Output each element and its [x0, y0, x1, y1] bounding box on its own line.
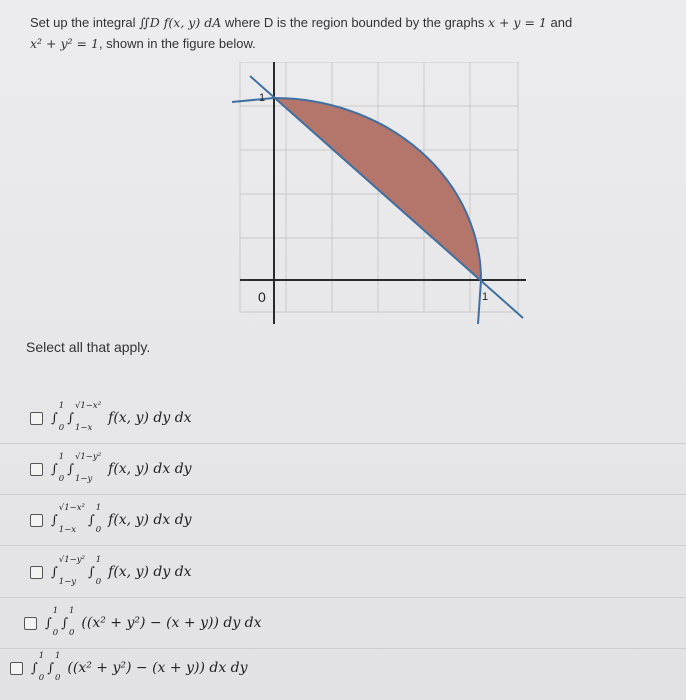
integrand: f(x, y) dx dy: [108, 512, 192, 528]
option-divider: [0, 545, 686, 546]
answer-checkbox[interactable]: [30, 463, 43, 476]
outer-upper-limit: 1: [52, 606, 59, 616]
label-one-y: 1: [259, 92, 266, 104]
answer-checkbox[interactable]: [24, 617, 37, 630]
outer-upper-limit: 1: [38, 651, 45, 661]
answer-option-3[interactable]: [0, 495, 686, 545]
outer-upper-limit: √1−y²: [58, 555, 85, 565]
outer-integral: ∫ √1−y² 1−y: [51, 555, 85, 587]
outer-lower-limit: 0: [52, 628, 59, 638]
question-suffix: , shown in the figure below.: [98, 36, 256, 51]
question-text: [30, 12, 680, 54]
outer-upper-limit: √1−x²: [58, 503, 85, 513]
inner-upper-limit: 1: [95, 555, 102, 565]
label-origin: 0: [258, 289, 266, 305]
inner-lower-limit: 0: [54, 673, 61, 683]
outer-lower-limit: 0: [58, 423, 65, 433]
outer-integral: ∫ √1−x² 1−x: [51, 503, 85, 535]
answer-checkbox[interactable]: [30, 514, 43, 527]
inner-integral: ∫ 1 0: [47, 651, 61, 683]
inner-lower-limit: 1−y: [74, 474, 93, 484]
inner-integral: ∫ 1 0: [87, 555, 102, 587]
line-x-plus-y: [250, 76, 523, 318]
outer-lower-limit: 0: [58, 474, 65, 484]
answer-checkbox[interactable]: [30, 566, 43, 579]
answer-option-6[interactable]: [0, 643, 686, 693]
answer-expression: [45, 606, 262, 638]
answer-option-4[interactable]: [0, 547, 686, 597]
answer-checkbox[interactable]: [10, 662, 23, 675]
integrand: f(x, y) dy dx: [108, 564, 192, 580]
inner-lower-limit: 0: [95, 577, 102, 587]
outer-lower-limit: 1−y: [58, 577, 77, 587]
answer-expression: [51, 555, 192, 587]
label-one-x: 1: [482, 291, 489, 303]
outer-lower-limit: 1−x: [58, 525, 77, 535]
integrand: ((x² + y²) − (x + y)) dx dy: [67, 660, 248, 676]
inner-integral: ∫ 1 0: [61, 606, 75, 638]
question-middle: where D is the region bounded by the graphs: [224, 15, 485, 30]
outer-upper-limit: 1: [58, 401, 65, 411]
inner-integral: ∫ 1 0: [87, 503, 102, 535]
inner-lower-limit: 0: [95, 525, 102, 535]
instructions: Select all that apply.: [26, 339, 151, 355]
region-figure: [228, 62, 526, 332]
y-intercept-segment: [232, 98, 274, 102]
curve-line-equation: x + y = 1: [487, 15, 547, 30]
inner-upper-limit: 1: [95, 503, 102, 513]
question-and: and: [550, 15, 573, 30]
integral-expression: ∬D f(x, y) dA: [139, 15, 222, 30]
inner-upper-limit: √1−y²: [74, 452, 102, 462]
answer-expression: [51, 503, 192, 535]
integrand: f(x, y) dx dy: [108, 461, 192, 477]
x-intercept-segment: [478, 280, 481, 324]
inner-lower-limit: 0: [68, 628, 75, 638]
answer-option-5[interactable]: [0, 598, 686, 648]
answer-option-1[interactable]: [0, 393, 686, 443]
outer-integral: ∫ 1 0: [51, 401, 65, 433]
answer-checkbox[interactable]: [30, 412, 43, 425]
answer-expression: [51, 452, 192, 484]
inner-lower-limit: 1−x: [74, 423, 93, 433]
outer-lower-limit: 0: [38, 673, 45, 683]
inner-upper-limit: √1−x²: [74, 401, 102, 411]
inner-upper-limit: 1: [68, 606, 75, 616]
inner-upper-limit: 1: [54, 651, 61, 661]
outer-integral: ∫ 1 0: [45, 606, 59, 638]
answer-option-2[interactable]: [0, 444, 686, 494]
inner-integral: ∫ √1−x² 1−x: [67, 401, 102, 433]
answer-expression: [51, 401, 192, 433]
curve-circle-equation: x² + y² = 1: [30, 36, 99, 51]
answer-expression: [31, 651, 248, 683]
outer-integral: ∫ 1 0: [31, 651, 45, 683]
question-prefix: Set up the integral: [30, 15, 136, 30]
integrand: f(x, y) dy dx: [108, 410, 192, 426]
outer-integral: ∫ 1 0: [51, 452, 65, 484]
inner-integral: ∫ √1−y² 1−y: [67, 452, 102, 484]
outer-upper-limit: 1: [58, 452, 65, 462]
integrand: ((x² + y²) − (x + y)) dy dx: [81, 615, 262, 631]
